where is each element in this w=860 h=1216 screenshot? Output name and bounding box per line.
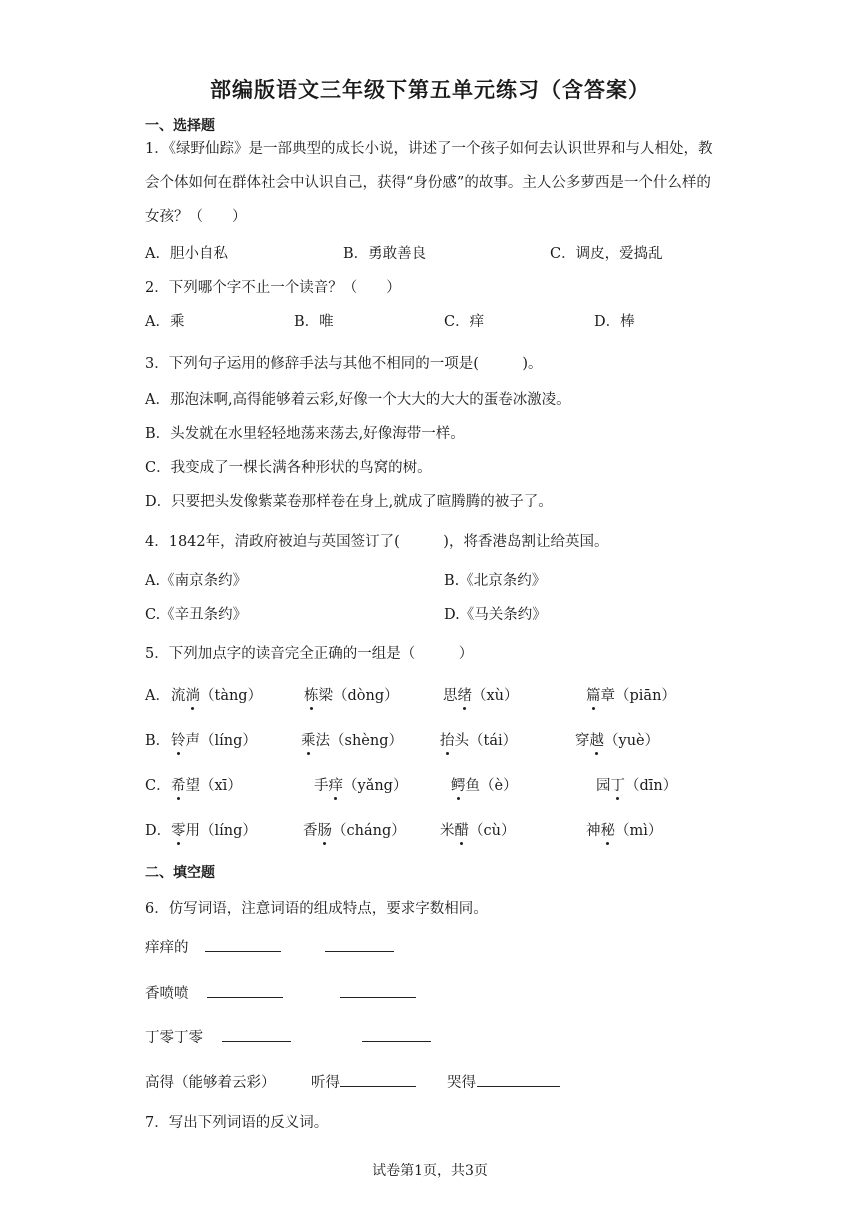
q3-option-c: C．我变成了一棵长满各种形状的鸟窝的树。: [145, 460, 432, 476]
q1-option-b: B．勇敢善良: [343, 246, 427, 262]
question-2-stem: 2．下列哪个字不止一个读音？（ ）: [145, 280, 401, 296]
q4-option-c: C.《辛丑条约》: [145, 607, 248, 623]
q6-row-3-word: 丁零丁零: [145, 1030, 203, 1046]
q2-option-d: D．棒: [594, 314, 635, 330]
q4-option-d: D.《马关条约》: [444, 607, 547, 623]
q6-row-3-blank-2[interactable]: [362, 1027, 431, 1042]
q1-option-c: C．调皮，爱捣乱: [550, 246, 663, 262]
q5-row-d-label: D．: [145, 823, 172, 839]
q4-option-b: B.《北京条约》: [444, 573, 547, 589]
question-6-stem: 6．仿写词语，注意词语的组成特点，要求字数相同。: [145, 901, 488, 917]
q5-row-a-item-1: 流淌（tàng）: [171, 688, 263, 704]
q5-row-b-item-3: 抬头（tái）: [440, 733, 518, 749]
q5-row-a-item-3: 思绪（xù）: [443, 688, 519, 704]
q5-row-c-item-1: 希望（xī）: [171, 778, 242, 794]
q4-option-a: A.《南京条约》: [145, 573, 248, 589]
q5-row-d-item-3: 米醋（cù）: [440, 823, 516, 839]
q6-row-1-blank-1[interactable]: [205, 937, 281, 952]
q5-row-d-item-1: 零用（líng）: [171, 823, 257, 839]
q6-row-2-blank-2[interactable]: [340, 983, 416, 998]
q6-row-3-blank-1[interactable]: [222, 1027, 291, 1042]
q3-option-d: D．只要把头发像紫菜卷那样卷在身上,就成了暄腾腾的被子了。: [145, 494, 553, 510]
q6-row-4-prompt-b: 听得: [311, 1075, 340, 1091]
q2-option-c: C．痒: [444, 314, 485, 330]
q5-row-b-item-1: 铃声（líng）: [171, 733, 257, 749]
q5-row-c-item-4: 园丁（dīn）: [596, 778, 678, 794]
q5-row-b-label: B．: [145, 733, 171, 749]
q5-row-b-item-4: 穿越（yuè）: [575, 733, 660, 749]
question-4-stem: 4．1842年，清政府被迫与英国签订了( )，将香港岛割让给英国。: [145, 534, 609, 550]
q2-option-b: B．唯: [294, 314, 334, 330]
q5-row-a-item-2: 栋梁（dòng）: [304, 688, 399, 704]
q3-option-a: A．那泡沫啊,高得能够着云彩,好像一个大大的大大的蛋卷冰激凌。: [145, 392, 571, 408]
q6-row-4-blank-1[interactable]: [340, 1072, 416, 1087]
q6-row-1-word: 痒痒的: [145, 940, 189, 956]
q5-row-a-item-4: 篇章（piān）: [586, 688, 676, 704]
q5-row-c-item-2: 手痒（yǎng）: [314, 778, 408, 794]
q6-row-4-prompt-c: 哭得: [447, 1075, 476, 1091]
question-3-stem: 3．下列句子运用的修辞手法与其他不相同的一项是( )。: [145, 356, 543, 372]
q6-row-1-blank-2[interactable]: [325, 937, 394, 952]
q1-option-a: A．胆小自私: [145, 246, 228, 262]
q6-row-2-word: 香喷喷: [145, 986, 189, 1002]
question-1-stem: 1．《绿野仙踪》是一部典型的成长小说，讲述了一个孩子如何去认识世界和与人相处，教会个体如何在群体社会中认识自己，获得“身份感”的故事。主人公多萝西是一个什么样的女孩？（ ）: [145, 141, 713, 225]
section-heading-choice: 一、选择题: [145, 118, 215, 134]
question-5-stem: 5．下列加点字的读音完全正确的一组是（ ）: [145, 646, 474, 662]
q5-row-c-item-3: 鳄鱼（è）: [451, 778, 518, 794]
q6-row-4-blank-2[interactable]: [477, 1072, 560, 1087]
q5-row-b-item-2: 乘法（shèng）: [301, 733, 403, 749]
q5-row-d-item-4: 神秘（mì）: [586, 823, 663, 839]
page-footer: 试卷第1页，共3页: [372, 1163, 488, 1179]
page-title: 部编版语文三年级下第五单元练习（含答案）: [210, 78, 650, 102]
q6-row-2-blank-1[interactable]: [207, 983, 283, 998]
q3-option-b: B．头发就在水里轻轻地荡来荡去,好像海带一样。: [145, 426, 465, 442]
q5-row-d-item-2: 香肠（cháng）: [303, 823, 406, 839]
q5-row-a-label: A．: [145, 688, 170, 704]
section-heading-fill: 二、填空题: [145, 865, 215, 881]
q6-row-4-example: 高得（能够着云彩）: [145, 1075, 276, 1091]
question-7-stem: 7．写出下列词语的反义词。: [145, 1115, 329, 1131]
q2-option-a: A．乘: [145, 314, 185, 330]
q5-row-c-label: C．: [145, 778, 171, 794]
